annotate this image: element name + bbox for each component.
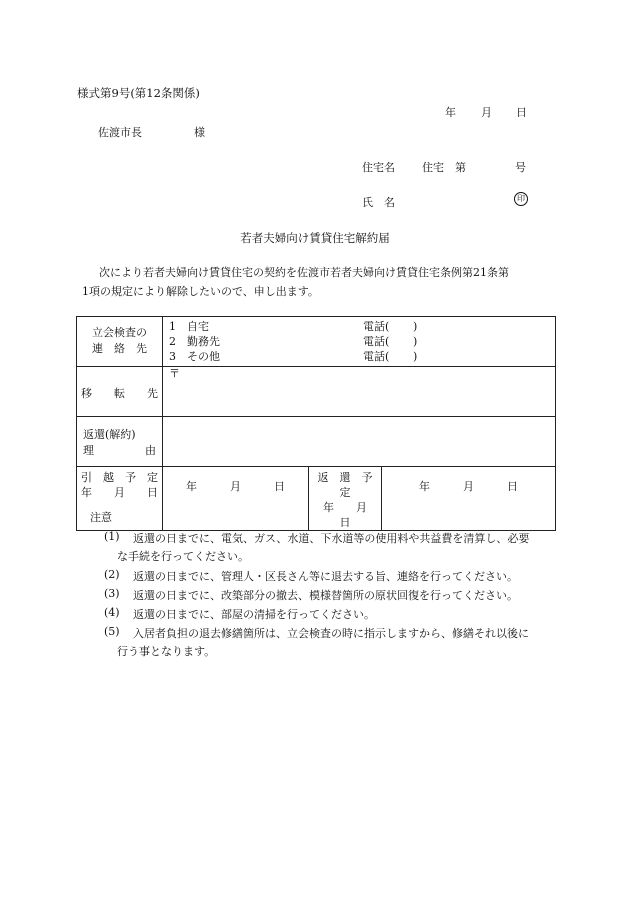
note-text: 返還の日までに、部屋の清掃を行ってください。 (133, 608, 375, 621)
moving-plan-label-2: 年 月 日 (81, 486, 158, 499)
addressee-name: 佐渡市長 (98, 126, 142, 139)
moving-plan-label-1: 引 越 予 定 (81, 471, 158, 484)
moving-date: 年 月 日 (186, 480, 285, 493)
notes-heading: 注意 (90, 511, 112, 524)
note-text: 入居者負担の退去修繕箇所は、立会検査の時に指示しますから、修繕それ以後に (133, 627, 529, 640)
contact-num: 1 (169, 320, 176, 333)
return-plan-label-cell (309, 467, 389, 531)
contact-kind: 勤務先 (187, 335, 220, 348)
contact-label-cell (77, 317, 163, 367)
postal-mark: 〒 (169, 367, 180, 380)
contact-num: 3 (169, 350, 176, 363)
intro-paragraph (82, 263, 557, 301)
relocation-field[interactable] (163, 367, 556, 417)
document-title: 若者夫婦向け賃貸住宅解約届 (240, 231, 390, 245)
intro-line-1: 次により若者夫婦向け賃貸住宅の契約を佐渡市若者夫婦向け賃貸住宅条例第21条第 (99, 266, 509, 279)
contact-field[interactable] (163, 317, 556, 367)
form-number: 様式第9号(第12条関係) (77, 86, 200, 100)
phone-close: ) (413, 335, 418, 348)
return-date-field[interactable] (382, 467, 556, 531)
housing-unit-prefix: 第 (455, 161, 466, 174)
phone-label: 電話( (363, 335, 390, 348)
year-label: 年 (445, 106, 456, 119)
contact-num: 2 (169, 335, 176, 348)
phone-label: 電話( (363, 350, 390, 363)
note-number: (5) (104, 625, 120, 638)
reason-label-cell (77, 417, 163, 467)
housing-value: 住宅 (422, 161, 444, 174)
contact-label-line-2: 連 絡 先 (92, 342, 147, 355)
reason-label-line-2 (83, 443, 156, 459)
moving-date-field[interactable] (163, 467, 309, 531)
note-text: 返還の日までに、管理人・区長さん等に退去する旨、連絡を行ってください。 (133, 570, 518, 583)
note-text: 返還の日までに、改築部分の撤去、模様替箇所の原状回復を行ってください。 (133, 589, 518, 602)
contact-work (163, 334, 555, 349)
applicant-name-row (362, 194, 395, 210)
note-number: (1) (104, 530, 120, 543)
contact-other (163, 349, 555, 364)
housing-label: 住宅名 (362, 161, 395, 174)
phone-close: ) (413, 320, 418, 333)
phone-close: ) (413, 350, 418, 363)
reason-row (77, 417, 556, 467)
return-plan-label-1: 返 還 予 定 (317, 471, 384, 499)
month-label: 月 (481, 106, 492, 119)
reason-label-line-1: 返還(解約) (83, 428, 136, 441)
addressee-honorific: 様 (194, 126, 205, 139)
relocation-label: 移 転 先 (81, 387, 158, 400)
seal-mark: 印 (514, 192, 528, 206)
note-number: (3) (104, 587, 120, 600)
contact-home (163, 319, 555, 334)
return-date: 年 月 日 (419, 480, 518, 493)
addressee (98, 124, 205, 140)
note-number: (2) (104, 568, 120, 581)
intro-line-2: 1項の規定により解除したいので、申し出ます。 (82, 285, 319, 298)
note-item-continuation: な手続を行ってください。 (117, 550, 249, 563)
note-text: 返還の日までに、電気、ガス、水道、下水道等の使用料や共益費を清算し、必要 (133, 532, 530, 545)
relocation-label-cell (77, 367, 163, 417)
relocation-row (77, 367, 556, 417)
phone-label: 電話( (363, 320, 390, 333)
contact-label-line-1: 立会検査の (92, 326, 147, 339)
reason-label-yu: 由 (145, 444, 156, 457)
reason-field[interactable] (163, 417, 556, 467)
schedule-row (77, 467, 556, 531)
note-number: (4) (104, 606, 120, 619)
return-plan-label-2: 年 月 日 (323, 501, 389, 529)
cancellation-form-table (76, 316, 556, 531)
housing-unit-suffix: 号 (515, 161, 526, 174)
contact-kind: 自宅 (187, 320, 209, 333)
applicant-name-label: 氏 名 (362, 196, 395, 209)
note-item-continuation: 行う事となります。 (117, 645, 216, 658)
contact-row (77, 317, 556, 367)
reason-label-ri: 理 (83, 444, 94, 457)
day-label: 日 (516, 106, 527, 119)
contact-kind: その他 (187, 350, 220, 363)
